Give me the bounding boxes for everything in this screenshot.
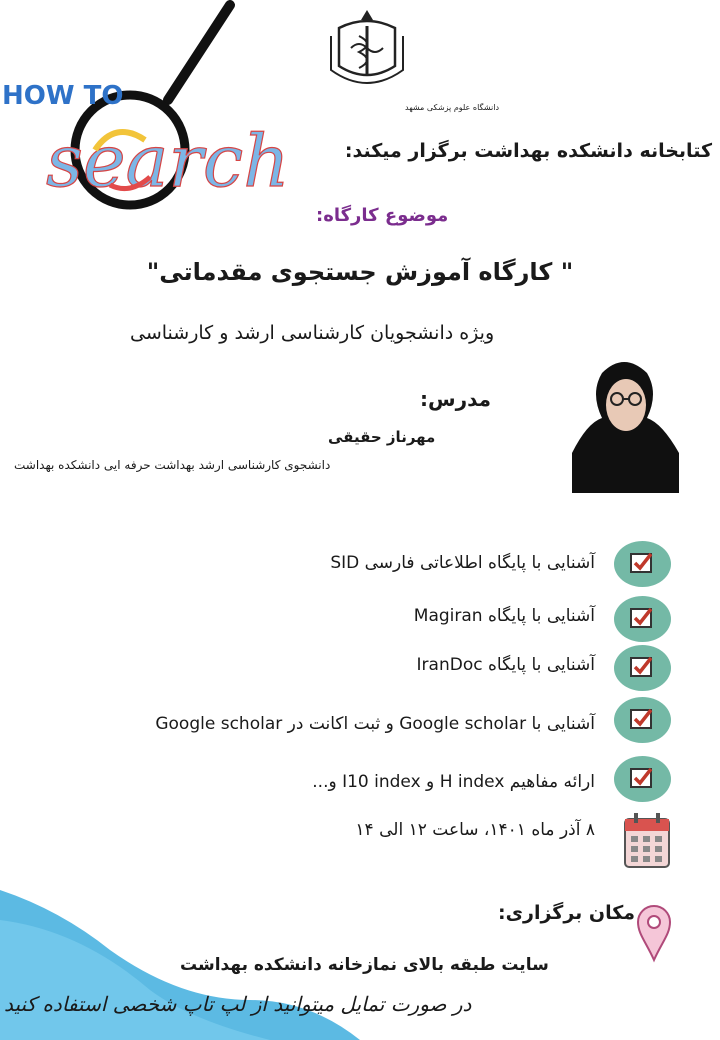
location-pin-icon [636,902,672,962]
calendar-icon [622,811,672,871]
topic-item-irandoc: آشنایی با پایگاه IranDoc [416,655,595,675]
checkbox-icon [614,697,671,743]
svg-text:دانشگاه علوم پزشکی مشهد: دانشگاه علوم پزشکی مشهد [405,103,500,112]
venue-label: مکان برگزاری: [498,902,636,924]
topic-item-google-scholar: آشنایی با Google scholar و ثبت اکانت در Google scholar [155,714,595,734]
instructor-photo [572,345,679,493]
instructor-label: مدرس: [420,387,492,411]
svg-text:search: search [46,119,290,203]
checkbox-icon [614,756,671,802]
how-to-search-illustration [0,0,290,228]
topic-item-indexes: ارائه مفاهیم H index و I10 index و... [312,772,595,792]
instructor-description: دانشجوی کارشناسی ارشد بهداشت حرفه ایی دانشکده بهداشت [14,458,331,472]
svg-text:HOW TO: HOW TO [2,81,124,111]
audience-line: ویژه دانشجویان کارشناسی ارشد و کارشناسی [130,322,495,344]
checkbox-icon [614,596,671,642]
venue-text: سایت طبقه بالای نمازخانه دانشکده بهداشت [180,955,549,975]
instructor-name: مهرناز حقیقی [328,428,436,446]
topic-item-sid: آشنایی با پایگاه اطلاعاتی فارسی SID [330,553,595,573]
topic-label: موضوع کارگاه: [316,205,449,226]
topic-item-magiran: آشنایی با پایگاه Magiran [413,606,595,626]
decorative-wave [0,880,360,1040]
laptop-footnote: در صورت تمایل میتوانید از لپ تاپ شخصی استفاده کنید [4,992,472,1016]
checkbox-icon [614,645,671,691]
university-logo [325,6,500,116]
checkbox-icon [614,541,671,587]
host-announcement: کتابخانه دانشکده بهداشت برگزار میکند: [344,140,712,162]
schedule-text: ۸ آذر ماه ۱۴۰۱، ساعت ۱۲ الی ۱۴ [355,820,595,840]
workshop-title: " کارگاه آموزش جستجوی مقدماتی" [146,258,574,286]
